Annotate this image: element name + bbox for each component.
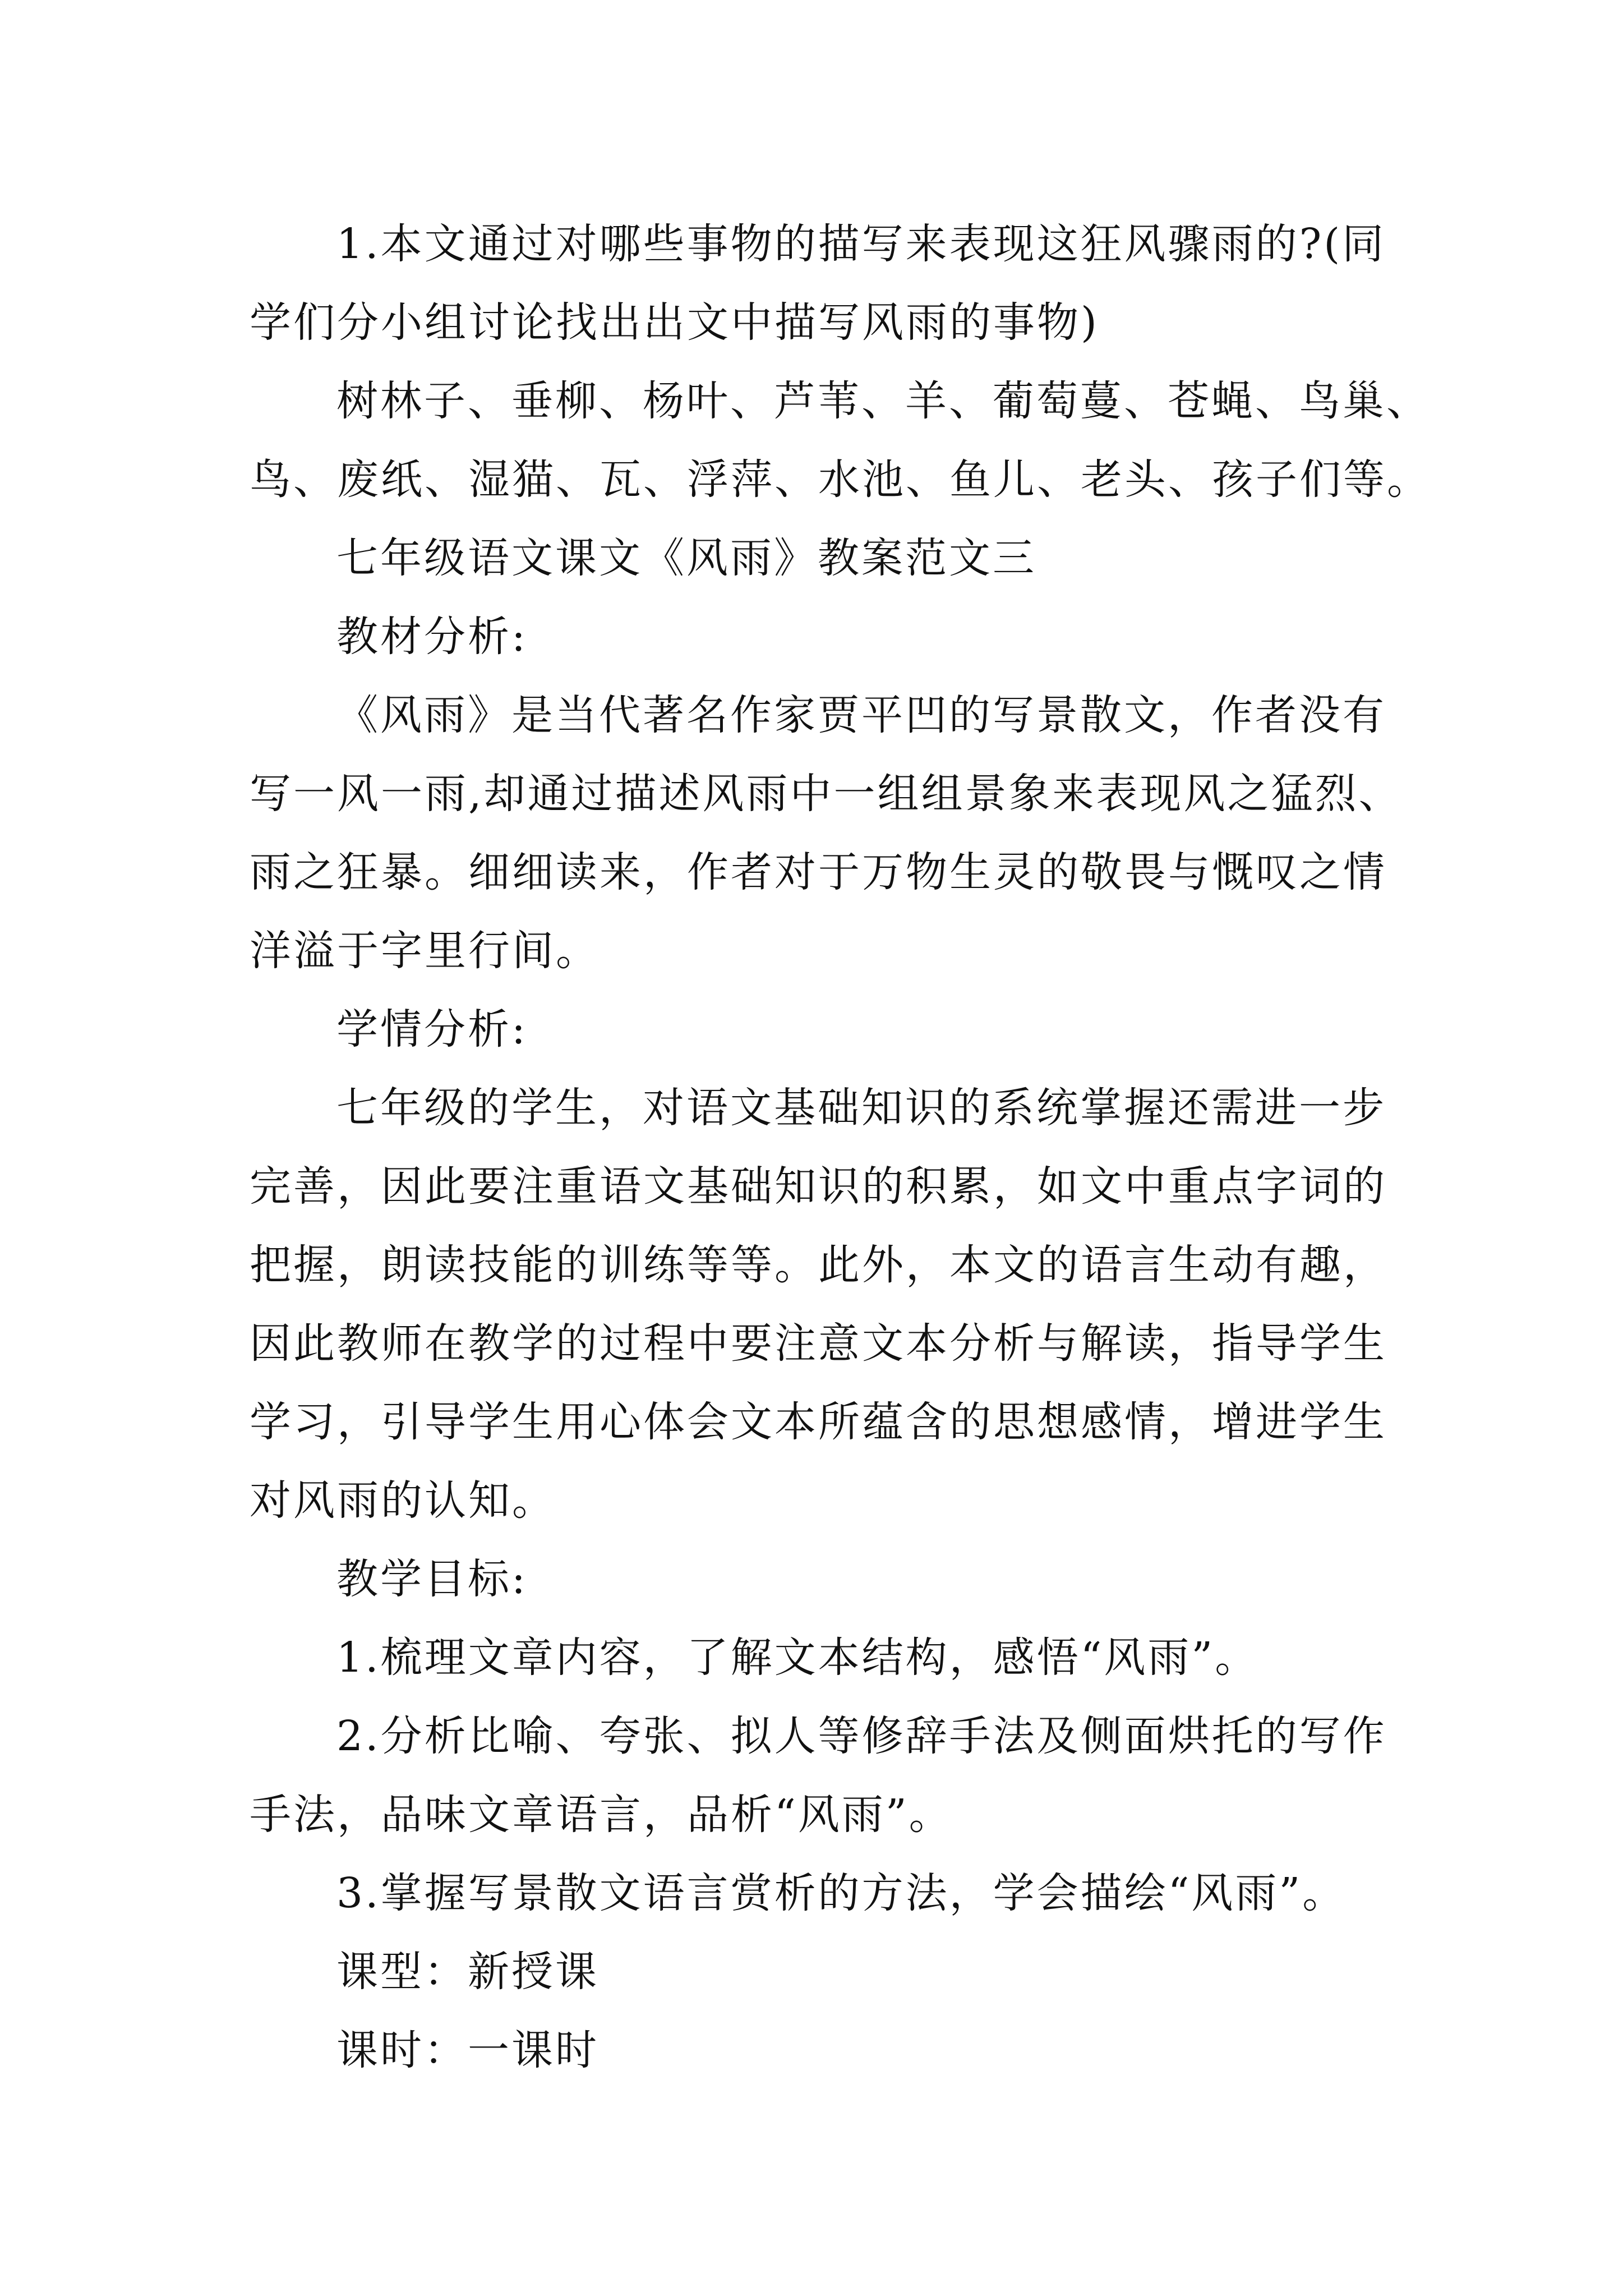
text-line: 学们分小组讨论找出出文中描写风雨的事物) [250,298,1099,347]
text-line: 1.本文通过对哪些事物的描写来表现这狂风骤雨的?(同 [336,220,1386,268]
text-line: 因此教师在教学的过程中要注意文本分析与解读，指导学生 [250,1319,1387,1368]
text-line: 1.梳理文章内容，了解文本结构，感悟“风雨”。 [336,1634,1259,1682]
text-line: 3.掌握写景散文语言赏析的方法，学会描绘“风雨”。 [336,1869,1347,1917]
text-line: 鸟、废纸、湿猫、瓦、浮萍、水池、鱼儿、老头、孩子们等。 [250,455,1431,504]
text-line: 《风雨》是当代著名作家贾平凹的写景散文，作者没有 [336,691,1386,739]
heading: 教学目标: [336,1555,528,1603]
text-line: 2.分析比喻、夸张、拟人等修辞手法及侧面烘托的写作 [336,1712,1387,1760]
text-line: 雨之狂暴。细细读来，作者对于万物生灵的敬畏与慨叹之情 [250,848,1387,896]
text-line: 树林子、垂柳、杨叶、芦苇、羊、葡萄蔓、苍蝇、鸟巢、 [336,377,1430,425]
text-line: 学习，引导学生用心体会文本所蕴含的思想感情，增进学生 [250,1398,1387,1446]
text-line: 完善，因此要注重语文基础知识的积累，如文中重点字词的 [250,1162,1387,1211]
text-line: 把握，朗读技能的训练等等。此外，本文的语言生动有趣， [250,1241,1387,1289]
text-line: 手法，品味文章语言，品析“风雨”。 [250,1791,953,1839]
heading: 教材分析: [336,613,528,661]
text-line: 七年级的学生，对语文基础知识的系统掌握还需进一步 [336,1084,1386,1132]
text-line: 洋溢于字里行间。 [250,927,600,975]
text-line: 课时：一课时 [336,2026,599,2074]
text-line: 对风雨的认知。 [250,1476,556,1525]
text-line: 写一风一雨,却通过描述风雨中一组组景象来表现风之猛烈、 [250,770,1403,818]
text-line: 课型：新授课 [336,1948,599,1996]
heading: 学情分析: [336,1005,528,1053]
section-title: 七年级语文课文《风雨》教案范文三 [336,534,1036,582]
